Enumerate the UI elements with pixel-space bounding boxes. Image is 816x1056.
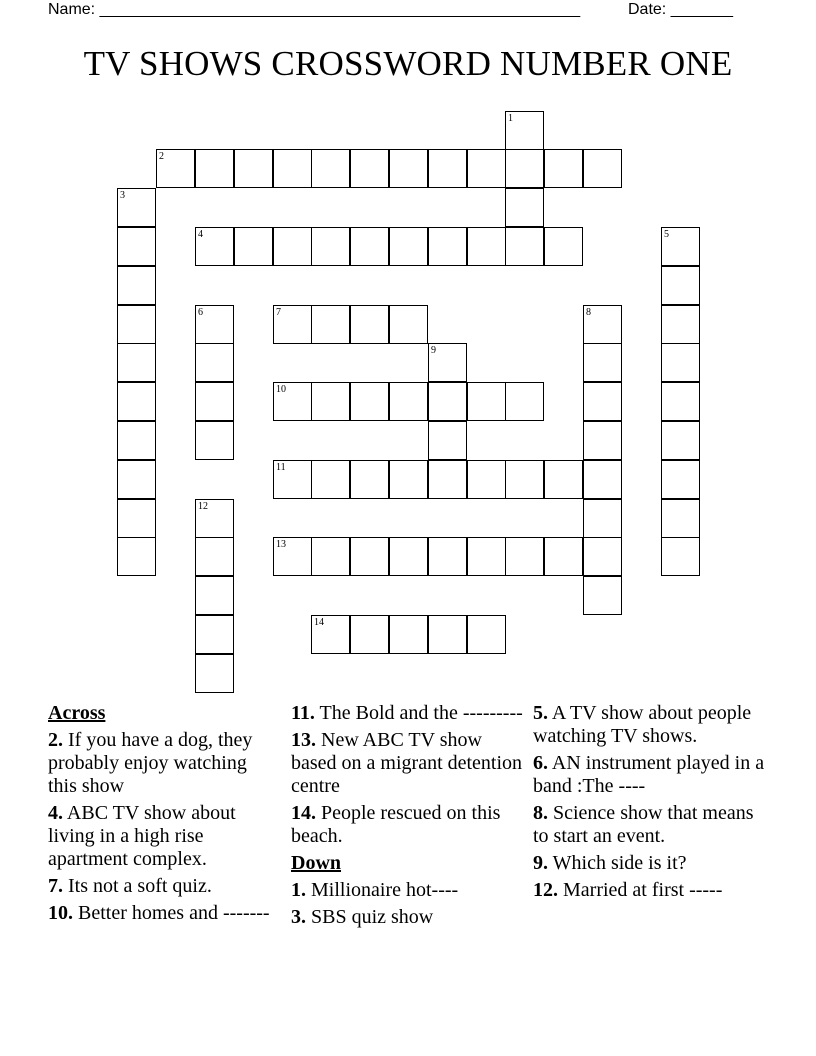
- crossword-cell: [156, 149, 195, 188]
- crossword-cell: [195, 305, 234, 344]
- crossword-cell: [428, 227, 467, 266]
- crossword-cell: [583, 576, 622, 615]
- down-clue-8: 8. Science show that means to start an event.: [533, 802, 754, 847]
- crossword-cell: [273, 227, 312, 266]
- crossword-cell: [505, 460, 544, 499]
- crossword-cell: [661, 382, 700, 421]
- down-clue-3: 3. SBS quiz show: [291, 906, 434, 928]
- clue-number: 13: [276, 539, 286, 550]
- crossword-cell: [195, 421, 234, 460]
- crossword-cell: [311, 227, 350, 266]
- clue-number: 12: [198, 501, 208, 512]
- down-clue-1: 1. Millionaire hot----: [291, 879, 459, 901]
- crossword-cell: [389, 615, 428, 654]
- crossword-cell: [311, 460, 350, 499]
- crossword-cell: [467, 537, 506, 576]
- clue-column-1: [48, 702, 280, 929]
- crossword-cell: [505, 149, 544, 188]
- crossword-cell: [350, 149, 389, 188]
- crossword-cell: [428, 149, 467, 188]
- crossword-cell: [389, 382, 428, 421]
- across-clue-14: 14. People rescued on this beach.: [291, 802, 501, 847]
- crossword-cell: [583, 343, 622, 382]
- crossword-cell: [661, 227, 700, 266]
- across-clue-2: 2. If you have a dog, they probably enjoy watching this show: [48, 729, 253, 797]
- crossword-cell: [350, 460, 389, 499]
- down-heading: Down: [291, 852, 342, 874]
- crossword-cell: [583, 460, 622, 499]
- crossword-cell: [389, 305, 428, 344]
- crossword-cell: [428, 615, 467, 654]
- clue-column-3: [533, 702, 765, 906]
- crossword-cell: [389, 149, 428, 188]
- crossword-cell: [583, 421, 622, 460]
- crossword-cell: [117, 188, 156, 227]
- clue-number: 9: [431, 345, 436, 356]
- clue-number: 4: [198, 229, 203, 240]
- crossword-cell: [273, 537, 312, 576]
- crossword-cell: [273, 382, 312, 421]
- crossword-cell: [428, 343, 467, 382]
- crossword-cell: [661, 537, 700, 576]
- clue-number: 10: [276, 384, 286, 395]
- crossword-cell: [311, 615, 350, 654]
- crossword-cell: [117, 305, 156, 344]
- page-title: TV SHOWS CROSSWORD NUMBER ONE: [83, 44, 733, 83]
- crossword-cell: [428, 421, 467, 460]
- crossword-cell: [467, 149, 506, 188]
- crossword-cell: [661, 305, 700, 344]
- crossword-cell: [467, 227, 506, 266]
- crossword-cell: [467, 460, 506, 499]
- clue-number: 8: [586, 307, 591, 318]
- crossword-cell: [195, 227, 234, 266]
- clue-number: 2: [159, 151, 164, 162]
- clue-number: 1: [508, 113, 513, 124]
- across-clue-10: 10. Better homes and -------: [48, 902, 270, 924]
- crossword-cell: [273, 149, 312, 188]
- crossword-cell: [583, 305, 622, 344]
- crossword-cell: [661, 460, 700, 499]
- clue-number: 14: [314, 617, 324, 628]
- crossword-cell: [505, 188, 544, 227]
- crossword-cell: [273, 305, 312, 344]
- crossword-cell: [544, 227, 583, 266]
- crossword-cell: [350, 615, 389, 654]
- crossword-cell: [583, 537, 622, 576]
- down-clue-12: 12. Married at first -----: [533, 879, 723, 901]
- crossword-cell: [505, 537, 544, 576]
- crossword-cell: [311, 305, 350, 344]
- crossword-cell: [195, 576, 234, 615]
- crossword-cell: [661, 343, 700, 382]
- clue-number: 5: [664, 229, 669, 240]
- down-clue-5: 5. A TV show about people watching TV shows.: [533, 702, 752, 747]
- crossword-cell: [195, 382, 234, 421]
- crossword-cell: [350, 305, 389, 344]
- crossword-cell: [428, 460, 467, 499]
- down-clue-9: 9. Which side is it?: [533, 852, 687, 874]
- crossword-cell: [583, 149, 622, 188]
- crossword-cell: [350, 227, 389, 266]
- clue-number: 7: [276, 307, 281, 318]
- crossword-cell: [661, 499, 700, 538]
- across-clue-7: 7. Its not a soft quiz.: [48, 875, 212, 897]
- crossword-cell: [661, 421, 700, 460]
- crossword-cell: [389, 227, 428, 266]
- crossword-cell: [195, 343, 234, 382]
- crossword-cell: [505, 111, 544, 150]
- date-field-label: Date: _______: [628, 1, 733, 18]
- crossword-cell: [195, 615, 234, 654]
- crossword-cell: [350, 537, 389, 576]
- crossword-cell: [273, 460, 312, 499]
- crossword-cell: [389, 460, 428, 499]
- crossword-cell: [467, 615, 506, 654]
- crossword-cell: [117, 266, 156, 305]
- crossword-cell: [117, 537, 156, 576]
- crossword-cell: [661, 266, 700, 305]
- across-clue-11: 11. The Bold and the ---------: [291, 702, 523, 724]
- crossword-cell: [505, 382, 544, 421]
- crossword-cell: [117, 499, 156, 538]
- crossword-cell: [195, 499, 234, 538]
- across-clue-4: 4. ABC TV show about living in a high rise apartment complex.: [48, 802, 236, 870]
- crossword-cell: [583, 382, 622, 421]
- crossword-cell: [195, 149, 234, 188]
- crossword-cell: [117, 227, 156, 266]
- across-clue-13: 13. New ABC TV show based on a migrant detention centre: [291, 729, 523, 797]
- across-heading: Across: [48, 702, 106, 724]
- crossword-cell: [544, 460, 583, 499]
- crossword-cell: [389, 537, 428, 576]
- clue-number: 11: [276, 462, 286, 473]
- crossword-cell: [311, 537, 350, 576]
- crossword-cell: [505, 227, 544, 266]
- clue-number: 3: [120, 190, 125, 201]
- crossword-cell: [117, 382, 156, 421]
- crossword-cell: [428, 537, 467, 576]
- crossword-cell: [583, 499, 622, 538]
- crossword-cell: [350, 382, 389, 421]
- crossword-cell: [234, 149, 273, 188]
- crossword-cell: [117, 460, 156, 499]
- crossword-cell: [311, 149, 350, 188]
- clue-number: 6: [198, 307, 203, 318]
- down-clue-6: 6. AN instrument played in a band :The ----: [533, 752, 765, 797]
- crossword-cell: [544, 537, 583, 576]
- crossword-cell: [195, 537, 234, 576]
- crossword-cell: [544, 149, 583, 188]
- crossword-cell: [117, 421, 156, 460]
- crossword-cell: [311, 382, 350, 421]
- crossword-cell: [117, 343, 156, 382]
- crossword-cell: [195, 654, 234, 693]
- crossword-cell: [428, 382, 467, 421]
- crossword-cell: [467, 382, 506, 421]
- clue-column-2: [291, 702, 527, 933]
- crossword-cell: [234, 227, 273, 266]
- name-field-label: Name: ______________________________________________________: [48, 1, 581, 18]
